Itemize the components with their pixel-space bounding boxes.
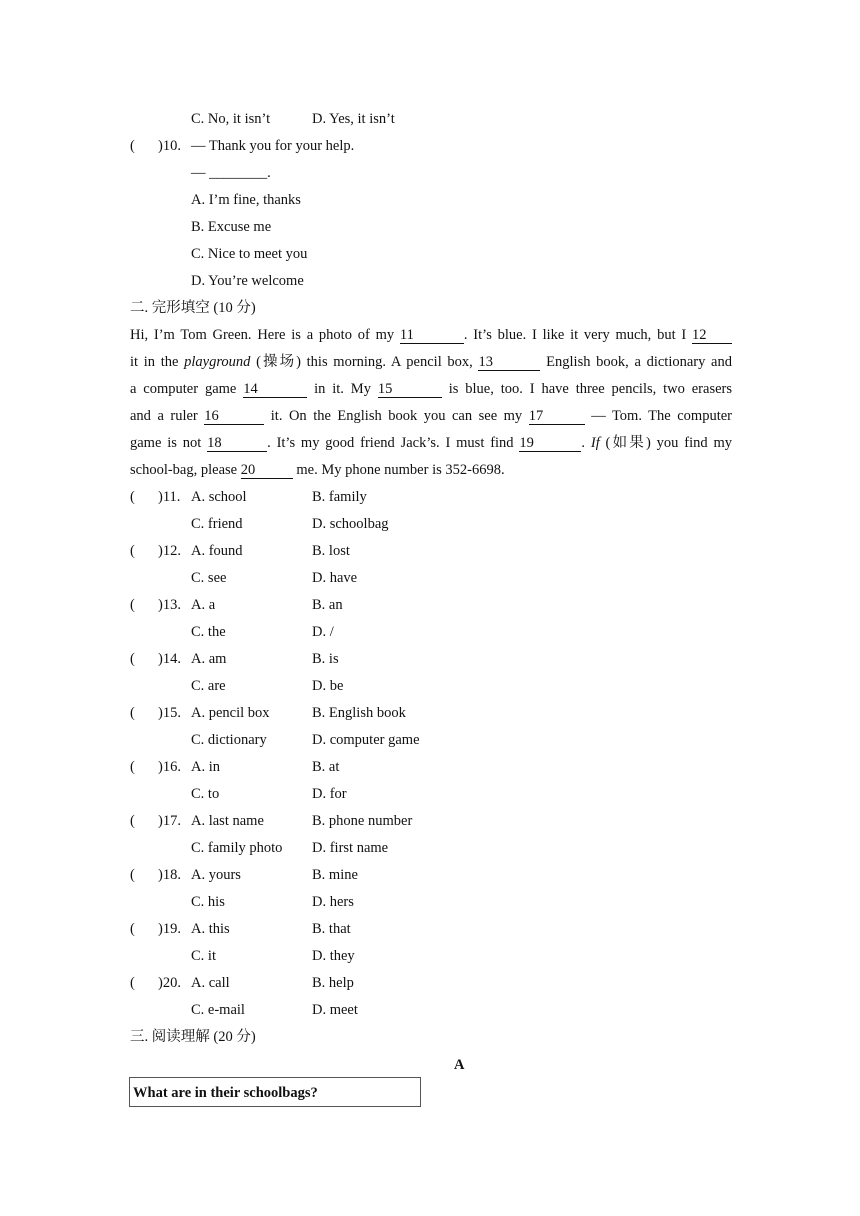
q11-option-c: C. friend — [191, 516, 243, 532]
blank-19: 19 — [519, 435, 581, 452]
q13-answer-paren: ( — [130, 597, 135, 613]
q16-option-a: A. in — [191, 759, 220, 775]
q18-answer-paren: ( — [130, 867, 135, 883]
blank-16: 16 — [204, 408, 264, 425]
q17-option-b: B. phone number — [312, 813, 413, 829]
q15-option-b: B. English book — [312, 705, 406, 721]
q17-option-a: A. last name — [191, 813, 264, 829]
q11-answer-paren: ( — [130, 489, 135, 505]
blank-18: 18 — [207, 435, 267, 452]
section-3-title: 三. 阅读理解 (20 分) — [130, 1029, 256, 1045]
q12-number: )12. — [158, 543, 181, 559]
q10-option-c: C. Nice to meet you — [191, 246, 308, 262]
q13-option-a: A. a — [191, 597, 216, 613]
passage-line-6: school-bag, please 20 me. My phone number is 352-6698. — [130, 462, 505, 478]
q12-option-a: A. found — [191, 543, 243, 559]
q16-option-c: C. to — [191, 786, 220, 802]
blank-13: 13 — [478, 354, 540, 371]
reading-table-header — [129, 1077, 421, 1107]
q20-answer-paren: ( — [130, 975, 135, 991]
q16-option-d: D. for — [312, 786, 347, 802]
q14-option-c: C. are — [191, 678, 226, 694]
q18-option-c: C. his — [191, 894, 225, 910]
passage-line-5: game is not 18 . It’s my good friend Jack’s. I must find 19 . If (如果) you find my — [130, 435, 732, 451]
q14-option-a: A. am — [191, 651, 227, 667]
q9-option-c: C. No, it isn’t — [191, 111, 271, 127]
q14-answer-paren: ( — [130, 651, 135, 667]
q9-option-d: D. Yes, it isn’t — [312, 111, 395, 127]
q14-number: )14. — [158, 651, 181, 667]
q12-option-d: D. have — [312, 570, 358, 586]
q10-option-b: B. Excuse me — [191, 219, 272, 235]
q19-option-a: A. this — [191, 921, 230, 937]
q20-number: )20. — [158, 975, 181, 991]
q10-prompt: — Thank you for your help. — [191, 138, 355, 154]
blank-15: 15 — [378, 381, 442, 398]
blank-11: 11 — [400, 327, 464, 344]
q17-option-c: C. family photo — [191, 840, 283, 856]
q10-option-d: D. You’re welcome — [191, 273, 304, 289]
q20-option-d: D. meet — [312, 1002, 358, 1018]
q13-option-d: D. / — [312, 624, 334, 640]
passage-line-4: and a ruler 16 it. On the English book you can see my 17 — Tom. The computer — [130, 408, 732, 424]
q10-reply: — ________. — [191, 165, 271, 181]
q14-option-b: B. is — [312, 651, 339, 667]
q19-option-b: B. that — [312, 921, 351, 937]
blank-14: 14 — [243, 381, 307, 398]
q15-option-a: A. pencil box — [191, 705, 270, 721]
q19-number: )19. — [158, 921, 181, 937]
passage-line-3: a computer game 14 in it. My 15 is blue, too. I have three pencils, two erasers — [130, 381, 732, 397]
section-2-title: 二. 完形填空 (10 分) — [130, 300, 256, 316]
passage-line-2: it in the playground (操场) this morning. A pencil box, 13 English book, a dictionary and — [130, 354, 732, 370]
q19-answer-paren: ( — [130, 921, 135, 937]
q11-option-d: D. schoolbag — [312, 516, 389, 532]
q17-answer-paren: ( — [130, 813, 135, 829]
q19-option-d: D. they — [312, 948, 355, 964]
q18-number: )18. — [158, 867, 181, 883]
q12-answer-paren: ( — [130, 543, 135, 559]
q17-option-d: D. first name — [312, 840, 389, 856]
q16-number: )16. — [158, 759, 181, 775]
blank-12: 12 — [692, 327, 732, 344]
q17-number: )17. — [158, 813, 181, 829]
q20-option-c: C. e-mail — [191, 1002, 245, 1018]
blank-17: 17 — [529, 408, 585, 425]
q10-answer-paren: ( — [130, 138, 135, 154]
q15-answer-paren: ( — [130, 705, 135, 721]
q20-option-b: B. help — [312, 975, 354, 991]
q18-option-a: A. yours — [191, 867, 241, 883]
q14-option-d: D. be — [312, 678, 344, 694]
q16-answer-paren: ( — [130, 759, 135, 775]
q19-option-c: C. it — [191, 948, 216, 964]
q11-option-a: A. school — [191, 489, 247, 505]
q18-option-d: D. hers — [312, 894, 354, 910]
q15-number: )15. — [158, 705, 181, 721]
q20-option-a: A. call — [191, 975, 230, 991]
q15-option-d: D. computer game — [312, 732, 420, 748]
reading-table-title: What are in their schoolbags? — [133, 1085, 318, 1101]
q13-number: )13. — [158, 597, 181, 613]
q13-option-c: C. the — [191, 624, 226, 640]
blank-20: 20 — [241, 462, 293, 479]
q16-option-b: B. at — [312, 759, 340, 775]
q11-option-b: B. family — [312, 489, 367, 505]
q12-option-b: B. lost — [312, 543, 350, 559]
passage-line-1: Hi, I’m Tom Green. Here is a photo of my 11 . It’s blue. I like it very much, but I 12 — [130, 326, 732, 344]
q12-option-c: C. see — [191, 570, 227, 586]
q10-option-a: A. I’m fine, thanks — [191, 192, 301, 208]
q11-number: )11. — [158, 489, 181, 505]
reading-part-label: A — [454, 1057, 465, 1073]
q15-option-c: C. dictionary — [191, 732, 267, 748]
q10-number: )10. — [158, 138, 181, 154]
q18-option-b: B. mine — [312, 867, 358, 883]
q13-option-b: B. an — [312, 597, 343, 613]
